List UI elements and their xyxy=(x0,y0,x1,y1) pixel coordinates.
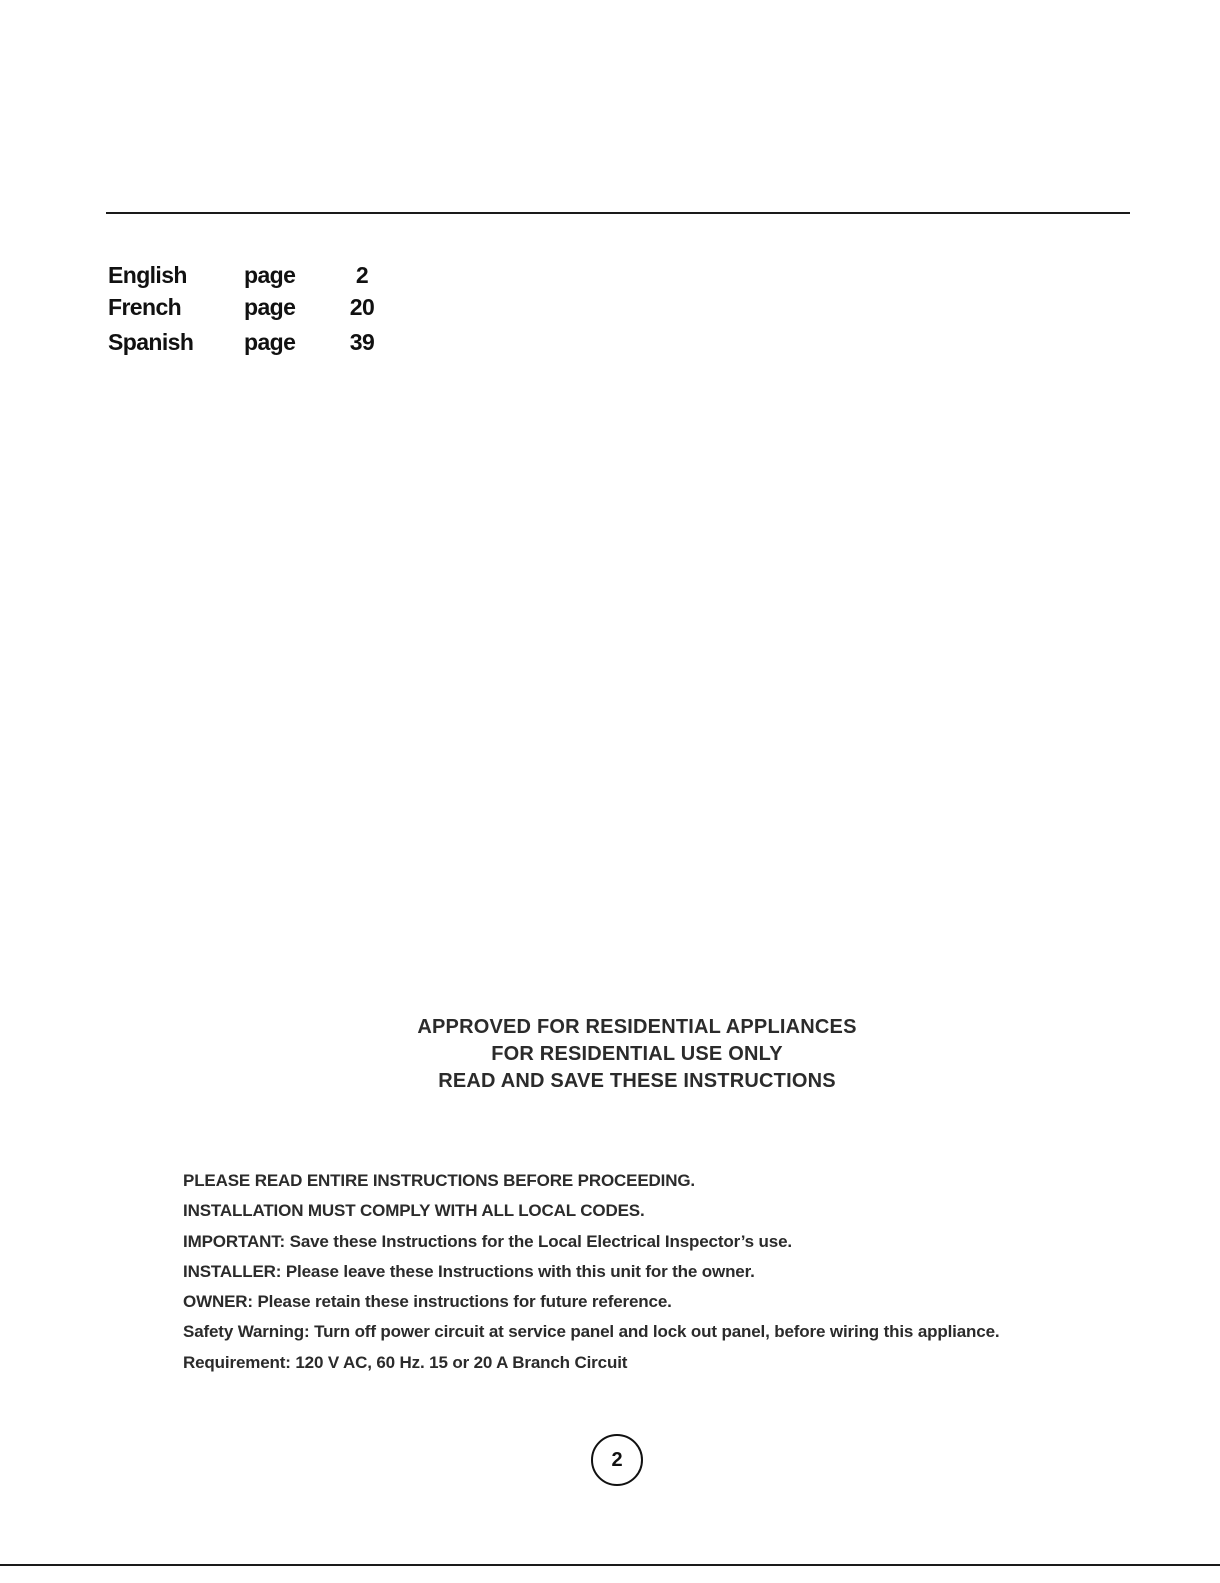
approval-line-1: APPROVED FOR RESIDENTIAL APPLIANCES xyxy=(417,1016,857,1038)
approval-notice xyxy=(0,1014,1220,1095)
instruction-notes xyxy=(183,1170,999,1382)
approval-line-2: FOR RESIDENTIAL USE ONLY xyxy=(491,1043,783,1065)
note-requirement: Requirement: 120 V AC, 60 Hz. 15 or 20 A Branch Circuit xyxy=(183,1352,628,1372)
page-label: page xyxy=(244,262,296,288)
note-read-instructions: PLEASE READ ENTIRE INSTRUCTIONS BEFORE PROCEEDING. xyxy=(183,1171,695,1190)
note-important: IMPORTANT: Save these Instructions for the Local Electrical Inspector’s use. xyxy=(183,1231,792,1251)
note-safety-warning: Safety Warning: Turn off power circuit at service panel and lock out panel, before wiring this appliance. xyxy=(183,1322,1000,1342)
language-name: Spanish xyxy=(108,329,194,355)
language-name: French xyxy=(108,294,182,320)
page-label: page xyxy=(244,329,296,355)
top-divider xyxy=(106,212,1130,214)
page-number-badge: 2 xyxy=(591,1434,643,1486)
bottom-divider xyxy=(0,1564,1220,1566)
note-local-codes: INSTALLATION MUST COMPLY WITH ALL LOCAL CODES. xyxy=(183,1201,645,1221)
note-installer: INSTALLER: Please leave these Instructions with this unit for the owner. xyxy=(183,1261,755,1281)
language-page-number: 2 xyxy=(355,262,369,288)
language-page-number: 39 xyxy=(349,329,375,355)
note-owner: OWNER: Please retain these instructions for future reference. xyxy=(183,1292,672,1312)
language-page-number: 20 xyxy=(349,294,375,320)
language-name: English xyxy=(108,262,187,288)
approval-line-3: READ AND SAVE THESE INSTRUCTIONS xyxy=(438,1070,836,1092)
page-label: page xyxy=(244,294,296,320)
